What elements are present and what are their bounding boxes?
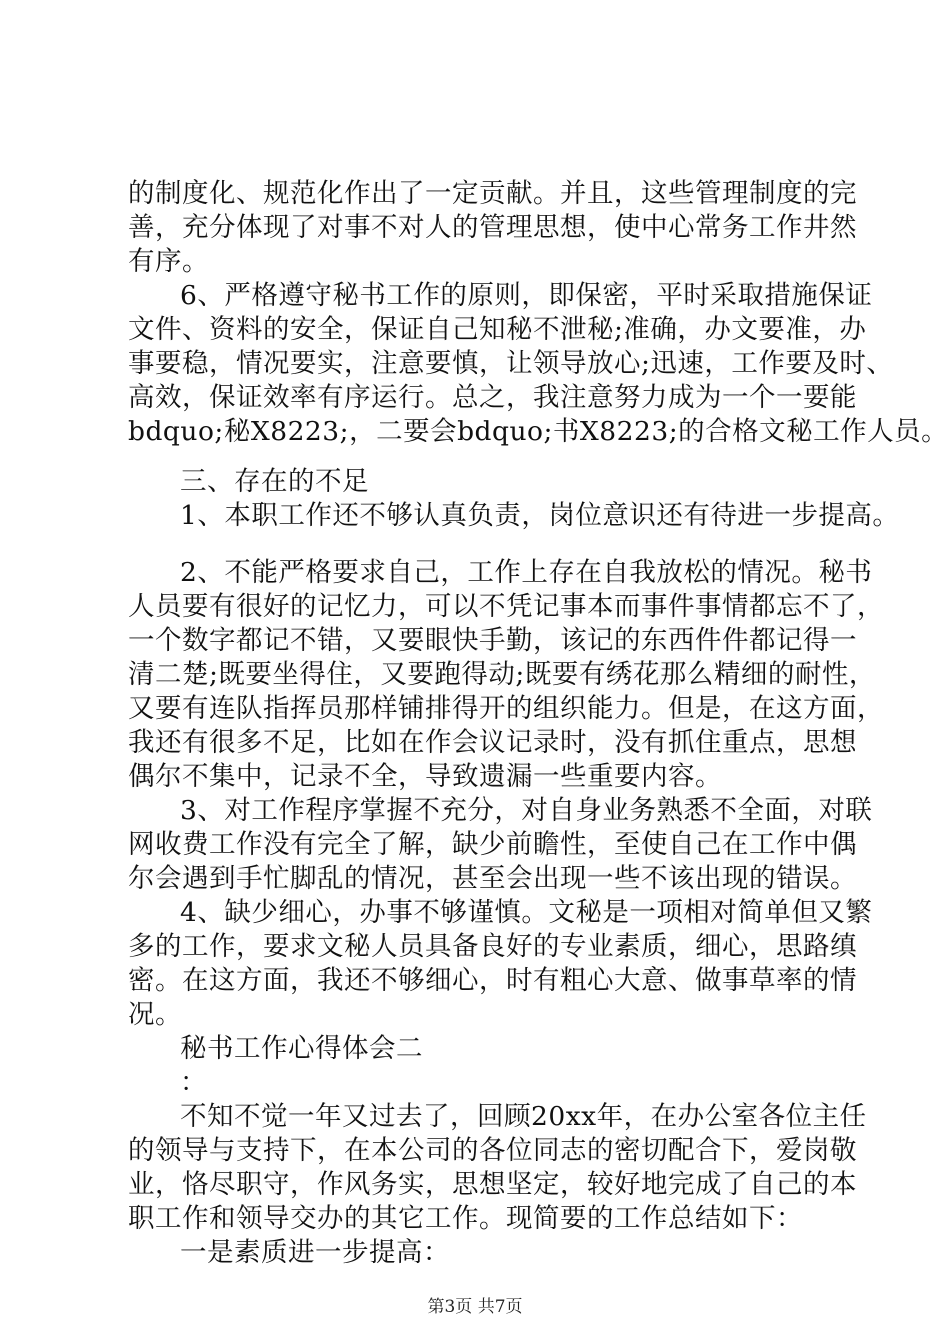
section-heading: 三、存在的不足 bbox=[180, 466, 369, 497]
text-line: 清二楚;既要坐得住，又要跑得动;既要有绣花那么精细的耐性， bbox=[128, 659, 876, 690]
text-line: 事要稳，情况要实，注意要慎，让领导放心;迅速，工作要及时、 bbox=[128, 348, 894, 379]
text-line: 一是素质进一步提高： bbox=[180, 1237, 450, 1268]
text-line: 善，充分体现了对事不对人的管理思想，使中心常务工作井然 bbox=[128, 212, 857, 243]
section-heading: 秘书工作心得体会二 bbox=[180, 1033, 423, 1064]
text-line: 1、本职工作还不够认真负责，岗位意识还有待进一步提高。 bbox=[180, 500, 900, 531]
text-line: 职工作和领导交办的其它工作。现简要的工作总结如下： bbox=[128, 1203, 803, 1234]
text-line: bdquo;秘X8223;，二要会bdquo;书X8223;的合格文秘工作人员。 bbox=[128, 416, 949, 447]
text-line: 一个数字都记不错，又要眼快手勤，该记的东西件件都记得一 bbox=[128, 625, 857, 656]
text-line: 6、严格遵守秘书工作的原则，即保密，平时采取措施保证 bbox=[180, 280, 873, 311]
text-line: 网收费工作没有完全了解，缺少前瞻性，至使自己在工作中偶 bbox=[128, 829, 857, 860]
text-line: 我还有很多不足，比如在作会议记录时，没有抓住重点，思想 bbox=[128, 727, 857, 758]
text-line: 况。 bbox=[128, 999, 182, 1030]
text-line: 的制度化、规范化作出了一定贡献。并且，这些管理制度的完 bbox=[128, 178, 857, 209]
text-line: 多的工作，要求文秘人员具备良好的专业素质，细心，思路缜 bbox=[128, 931, 857, 962]
text-line: 文件、资料的安全，保证自己知秘不泄秘;准确，办文要准，办 bbox=[128, 314, 867, 345]
text-line: 有序。 bbox=[128, 246, 209, 277]
text-line: 密。在这方面，我还不够细心，时有粗心大意、做事草率的情 bbox=[128, 965, 857, 996]
text-line: 人员要有很好的记忆力，可以不凭记事本而事件事情都忘不了， bbox=[128, 591, 884, 622]
text-line: ： bbox=[180, 1067, 207, 1098]
text-line: 高效，保证效率有序运行。总之，我注意努力成为一个一要能 bbox=[128, 382, 857, 413]
text-line: 不知不觉一年又过去了，回顾20xx年，在办公室各位主任 bbox=[180, 1101, 867, 1132]
text-line: 4、缺少细心，办事不够谨慎。文秘是一项相对简单但又繁 bbox=[180, 897, 873, 928]
page-number-footer: 第3页 共7页 bbox=[427, 1297, 523, 1317]
text-line: 2、不能严格要求自己，工作上存在自我放松的情况。秘书 bbox=[180, 557, 873, 588]
text-line: 尔会遇到手忙脚乱的情况，甚至会出现一些不该出现的错误。 bbox=[128, 863, 857, 894]
text-line: 偶尔不集中，记录不全，导致遗漏一些重要内容。 bbox=[128, 761, 722, 792]
text-line: 的领导与支持下，在本公司的各位同志的密切配合下，爱岗敬 bbox=[128, 1135, 857, 1166]
text-line: 3、对工作程序掌握不充分，对自身业务熟悉不全面，对联 bbox=[180, 795, 873, 826]
text-line: 又要有连队指挥员那样铺排得开的组织能力。但是，在这方面， bbox=[128, 693, 884, 724]
text-line: 业，恪尽职守，作风务实，思想坚定，较好地完成了自己的本 bbox=[128, 1169, 857, 1200]
